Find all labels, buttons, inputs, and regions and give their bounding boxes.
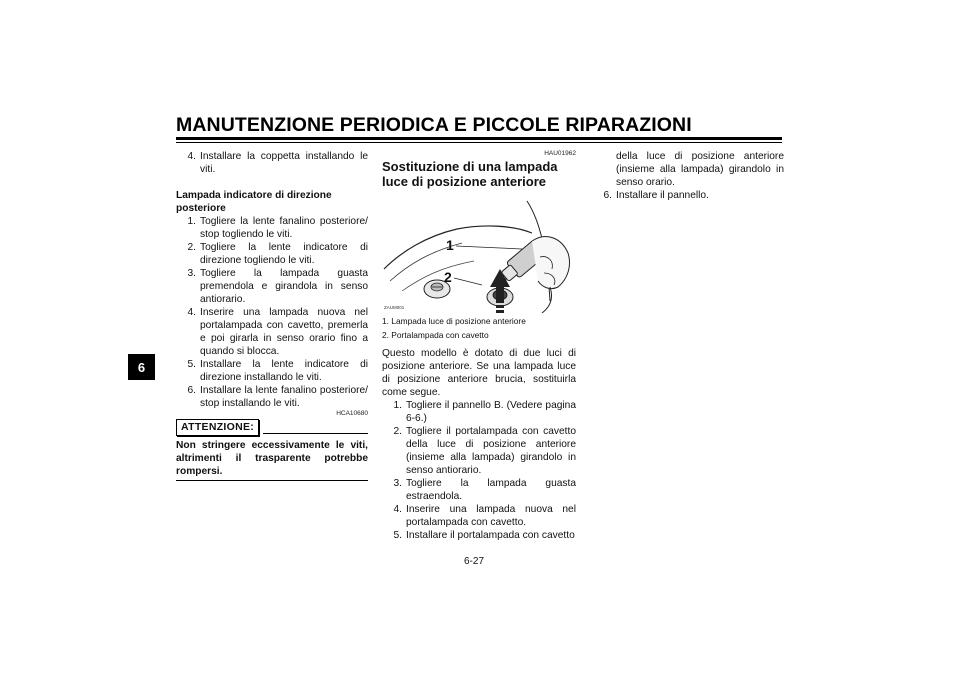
illustration-position-light bbox=[382, 191, 576, 313]
caution-divider bbox=[263, 433, 368, 434]
step-text: Togliere la lampada guasta estraendola. bbox=[406, 478, 576, 502]
step-number: 4. bbox=[393, 504, 402, 515]
callout-1: 1 bbox=[446, 237, 454, 253]
header-rule-thin bbox=[176, 142, 782, 143]
caution-label: ATTENZIONE: bbox=[176, 419, 259, 436]
step-number: 1. bbox=[187, 216, 196, 227]
step-number: 2. bbox=[393, 426, 402, 437]
step-number: 6. bbox=[187, 385, 196, 396]
step-text: Togliere la lente fanalino posteriore/ stop togliendo le viti. bbox=[200, 216, 368, 240]
step-text: Installare la lente indicatore di direzione installando le viti. bbox=[200, 359, 368, 383]
page-number: 6-27 bbox=[464, 556, 485, 567]
step-item bbox=[176, 306, 368, 358]
step-item bbox=[382, 503, 576, 529]
step-text: Togliere la lente indicatore di direzione togliendo le viti. bbox=[200, 242, 368, 266]
intro-paragraph: Questo modello è dotato di due luci di posizione anteriore. Se una lampada luce di posizione anteriore brucia, sostituirla come segue. bbox=[382, 348, 576, 398]
section-code: HAU01962 bbox=[544, 150, 576, 157]
caution-code: HCA10680 bbox=[336, 410, 368, 417]
column-left bbox=[176, 150, 368, 481]
step-text: della luce di posizione anteriore (insieme alla lampada) girandolo in senso orario. bbox=[616, 151, 784, 188]
step-text: Installare il portalampada con cavetto bbox=[406, 530, 575, 541]
step-item bbox=[382, 425, 576, 477]
step-number: 2. bbox=[187, 242, 196, 253]
step-number: 6. bbox=[603, 190, 612, 201]
step-number: 3. bbox=[187, 268, 196, 279]
step-number: 3. bbox=[393, 478, 402, 489]
step-continuation bbox=[592, 150, 784, 189]
position-light-steps bbox=[382, 399, 576, 542]
step-number: 4. bbox=[187, 307, 196, 318]
step-item bbox=[176, 150, 368, 176]
section-title-position-light: Sostituzione di una lampada luce di posizione anteriore bbox=[382, 159, 558, 189]
column-middle bbox=[382, 150, 576, 542]
section-title-turn-signal: Lampada indicatore di direzione posteriore bbox=[176, 190, 332, 214]
step-item bbox=[176, 384, 368, 410]
step-item bbox=[382, 529, 576, 542]
figure-caption-2: 2. Portalampada con cavetto bbox=[382, 330, 489, 340]
figure-caption-1: 1. Lampada luce di posizione anteriore bbox=[382, 316, 526, 326]
caution-text: Non stringere eccessivamente le viti, altrimenti il trasparente potrebbe rompersi. bbox=[176, 440, 368, 477]
step-text: Installare il pannello. bbox=[616, 190, 709, 201]
step-text: Togliere il portalampada con cavetto della luce di posizione anteriore (insieme alla lampada) girandolo in senso antiorario. bbox=[406, 426, 576, 476]
step-number: 5. bbox=[187, 359, 196, 370]
header-rule-thick bbox=[176, 137, 782, 140]
step-number: 5. bbox=[393, 530, 402, 541]
step-item bbox=[176, 241, 368, 267]
step-text: Inserire una lampada nuova nel portalampada con cavetto, premerla e poi girarla in senso orario fino a quando si blocca. bbox=[200, 307, 368, 357]
step-item bbox=[592, 189, 784, 202]
page-title: MANUTENZIONE PERIODICA E PICCOLE RIPARAZIONI bbox=[176, 114, 692, 136]
step-item bbox=[176, 215, 368, 241]
column-right bbox=[592, 150, 784, 202]
step-number: 1. bbox=[393, 400, 402, 411]
chapter-tab: 6 bbox=[128, 354, 155, 380]
step-text: Inserire una lampada nuova nel portalampada con cavetto. bbox=[406, 504, 576, 528]
step-item bbox=[382, 399, 576, 425]
callout-2: 2 bbox=[444, 269, 452, 285]
step-number: 4. bbox=[187, 151, 196, 162]
turn-signal-steps bbox=[176, 215, 368, 410]
step-text: Togliere il pannello B. (Vedere pagina 6-6.) bbox=[406, 400, 576, 424]
step-text: Togliere la lampada guasta premendola e girandola in senso antiorario. bbox=[200, 268, 368, 305]
step-item bbox=[176, 358, 368, 384]
figure-code: ZAUM001 bbox=[384, 305, 405, 310]
caution-header bbox=[176, 419, 368, 436]
bulb-removal-illustration bbox=[382, 191, 576, 313]
step-text: Installare la lente fanalino posteriore/ stop installando le viti. bbox=[200, 385, 368, 409]
step-item bbox=[382, 477, 576, 503]
caution-end-rule bbox=[176, 480, 368, 481]
step-text: Installare la coppetta installando le viti. bbox=[200, 151, 368, 175]
step-item bbox=[176, 267, 368, 306]
